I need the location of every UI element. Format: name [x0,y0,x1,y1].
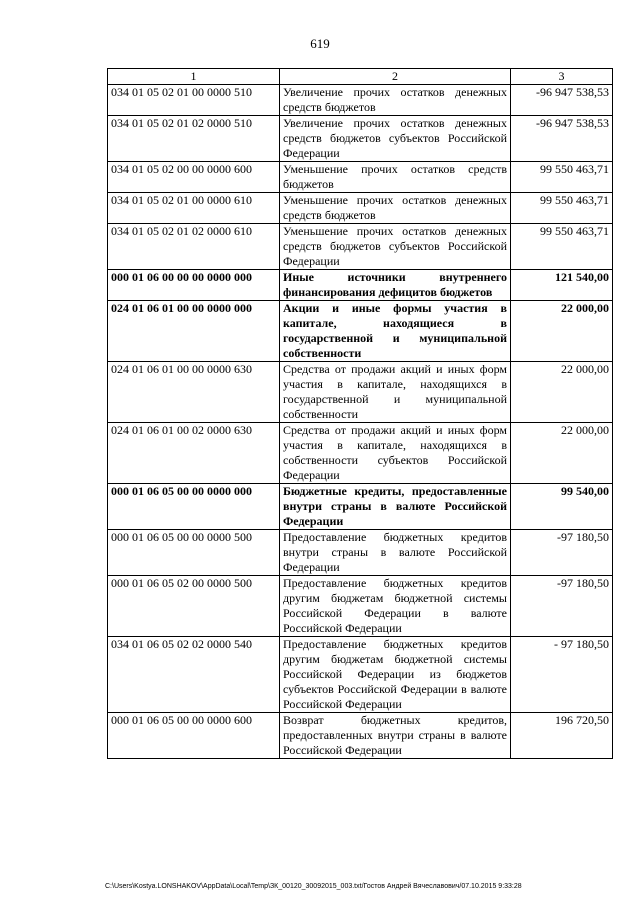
amount-cell: -97 180,50 [511,576,613,637]
amount-cell: 22 000,00 [511,362,613,423]
table-row [108,270,613,301]
column-header: 3 [511,69,613,85]
source-name-cell: Бюджетные кредиты, предоставленные внутри страны в валюте Российской Федерации [280,484,511,530]
budget-code-cell: 024 01 06 01 00 00 0000 000 [108,301,280,362]
budget-code-cell: 000 01 06 05 00 00 0000 600 [108,713,280,759]
page-number: 619 [310,36,330,51]
budget-code-cell: 000 01 06 05 00 00 0000 500 [108,530,280,576]
amount-cell: -96 947 538,53 [511,85,613,116]
source-name-cell: Иные источники внутреннего финансирования дефицитов бюджетов [280,270,511,301]
amount-cell: 99 550 463,71 [511,224,613,270]
source-name-cell: Акции и иные формы участия в капитале, находящиеся в государственной и муниципальной собственности [280,301,511,362]
amount-cell: 99 540,00 [511,484,613,530]
source-name-cell: Средства от продажи акций и иных форм участия в капитале, находящихся в собственности субъектов Российской Федерации [280,423,511,484]
budget-code-cell: 034 01 06 05 02 02 0000 540 [108,637,280,713]
source-name-cell: Увеличение прочих остатков денежных средств бюджетов субъектов Российской Федерации [280,116,511,162]
table-header-row [108,69,613,85]
table-row [108,116,613,162]
table-row [108,576,613,637]
source-name-cell: Предоставление бюджетных кредитов другим бюджетам бюджетной системы Российской Федерации из бюджетов субъектов Российской Федерации в валюте Российской Федерации [280,637,511,713]
budget-sources-table [107,68,613,759]
budget-code-cell: 000 01 06 05 00 00 0000 000 [108,484,280,530]
table-row [108,85,613,116]
table-row [108,637,613,713]
amount-cell: 22 000,00 [511,423,613,484]
budget-code-cell: 034 01 05 02 00 00 0000 600 [108,162,280,193]
source-name-cell: Возврат бюджетных кредитов, предоставленных внутри страны в валюте Российской Федерации [280,713,511,759]
budget-code-cell: 034 01 05 02 01 00 0000 510 [108,85,280,116]
budget-code-cell: 024 01 06 01 00 00 0000 630 [108,362,280,423]
table-row [108,193,613,224]
amount-cell: 99 550 463,71 [511,193,613,224]
budget-code-cell: 024 01 06 01 00 02 0000 630 [108,423,280,484]
budget-code-cell: 034 01 05 02 01 02 0000 510 [108,116,280,162]
budget-code-cell: 034 01 05 02 01 02 0000 610 [108,224,280,270]
source-name-cell: Предоставление бюджетных кредитов внутри страны в валюте Российской Федерации [280,530,511,576]
table-row [108,530,613,576]
source-name-cell: Предоставление бюджетных кредитов другим бюджетам бюджетной системы Российской Федерации в валюте Российской Федерации [280,576,511,637]
source-name-cell: Уменьшение прочих остатков денежных средств бюджетов субъектов Российской Федерации [280,224,511,270]
table-row [108,301,613,362]
source-name-cell: Уменьшение прочих остатков денежных средств бюджетов [280,193,511,224]
table-row [108,224,613,270]
table-row [108,484,613,530]
amount-cell: 22 000,00 [511,301,613,362]
source-name-cell: Увеличение прочих остатков денежных средств бюджетов [280,85,511,116]
column-header: 1 [108,69,280,85]
footer-file-path: C:\Users\Kostya.LONSHAKOV\AppData\Local\Temp\ЗК_00120_30092015_003.txt/Гостов Андрей Вячеславович/07.10.2015 9:33:28 [105,883,522,890]
amount-cell: -97 180,50 [511,530,613,576]
source-name-cell: Средства от продажи акций и иных форм участия в капитале, находящихся в государственной и муниципальной собственности [280,362,511,423]
column-header: 2 [280,69,511,85]
amount-cell: -96 947 538,53 [511,116,613,162]
table-row [108,162,613,193]
amount-cell: 99 550 463,71 [511,162,613,193]
table-row [108,713,613,759]
table-row [108,423,613,484]
budget-code-cell: 000 01 06 00 00 00 0000 000 [108,270,280,301]
source-name-cell: Уменьшение прочих остатков средств бюджетов [280,162,511,193]
budget-code-cell: 000 01 06 05 02 00 0000 500 [108,576,280,637]
amount-cell: 196 720,50 [511,713,613,759]
budget-code-cell: 034 01 05 02 01 00 0000 610 [108,193,280,224]
amount-cell: - 97 180,50 [511,637,613,713]
table-row [108,362,613,423]
amount-cell: 121 540,00 [511,270,613,301]
